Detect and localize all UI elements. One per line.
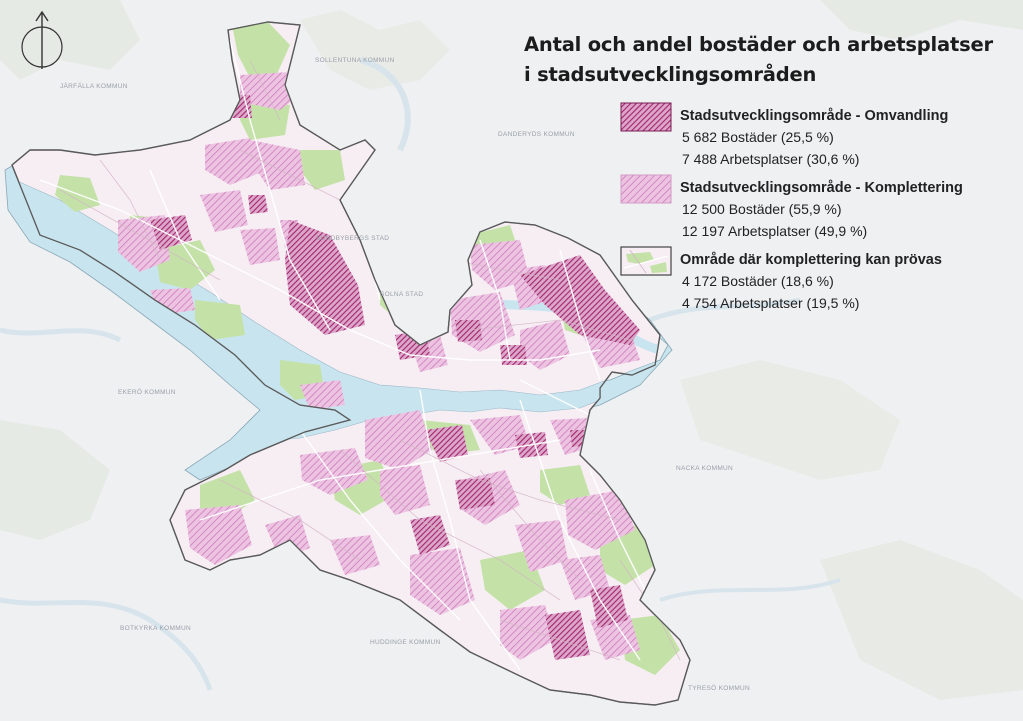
swatch-omvandling xyxy=(620,102,672,132)
legend-arbetsplatser-provas: 4 754 Arbetsplatser (19,5 %) xyxy=(682,295,860,311)
legend-bostader-omvandling: 5 682 Bostäder (25,5 %) xyxy=(682,129,834,145)
map-title xyxy=(524,30,1004,90)
label-danderyd: DANDERYDS KOMMUN xyxy=(498,131,575,138)
label-ekero: EKERÖ KOMMUN xyxy=(118,389,176,396)
legend-arbetsplatser-omvandling: 7 488 Arbetsplatser (30,6 %) xyxy=(682,151,860,167)
label-tyreso: TYRESÖ KOMMUN xyxy=(688,685,751,692)
legend-bostader-provas: 4 172 Bostäder (18,6 %) xyxy=(682,273,834,289)
legend-item-provas xyxy=(620,246,1015,318)
map-title-line2: i stadsutvecklingsområden xyxy=(524,63,817,86)
label-nacka: NACKA KOMMUN xyxy=(676,465,734,472)
label-huddinge: HUDDINGE KOMMUN xyxy=(370,639,441,646)
legend-name-provas: Område där komplettering kan prövas xyxy=(680,252,942,268)
label-sollentuna: SOLLENTUNA KOMMUN xyxy=(315,57,395,64)
legend xyxy=(620,102,1015,318)
legend-name-omvandling: Stadsutvecklingsområde - Omvandling xyxy=(680,108,949,124)
legend-name-komplettering: Stadsutvecklingsområde - Komplettering xyxy=(680,180,963,196)
label-solna: SOLNA STAD xyxy=(380,291,424,298)
city-land xyxy=(12,22,690,705)
legend-arbetsplatser-komplettering: 12 197 Arbetsplatser (49,9 %) xyxy=(682,223,868,239)
label-botkyrka: BOTKYRKA KOMMUN xyxy=(120,625,191,632)
label-sundbyberg: SUNDBYBERGS STAD xyxy=(316,235,390,242)
swatch-komplettering xyxy=(620,174,672,204)
label-jarfalla: JÄRFÄLLA KOMMUN xyxy=(60,83,128,90)
map-title-line1: Antal och andel bostäder och arbetsplatser xyxy=(524,33,993,56)
legend-bostader-komplettering: 12 500 Bostäder (55,9 %) xyxy=(682,201,842,217)
legend-item-komplettering xyxy=(620,174,1015,246)
swatch-provas xyxy=(620,246,672,276)
legend-item-omvandling xyxy=(620,102,1015,174)
